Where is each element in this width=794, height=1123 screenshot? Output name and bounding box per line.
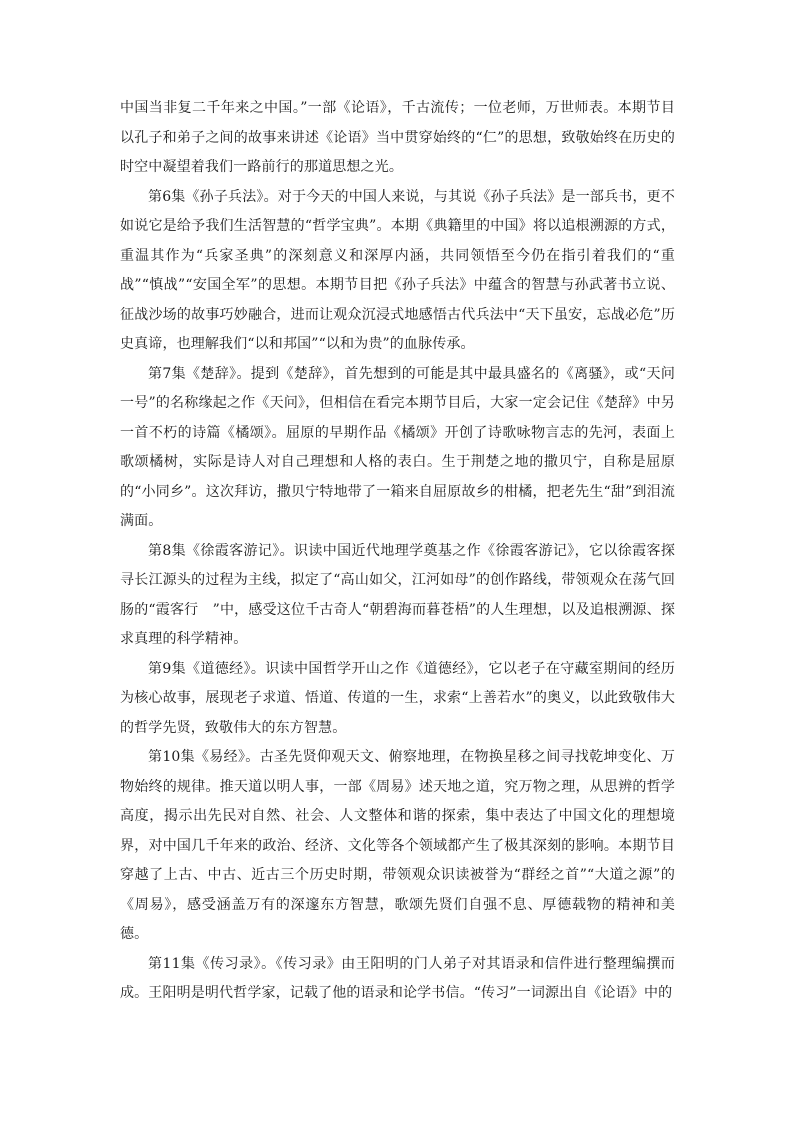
paragraph-lunyu-continued: 中国当非复二千年来之中国。”一部《论语》，千古流传；一位老师，万世师表。本期节目以孔子和弟子之间的故事来讲述《论语》当中贯穿始终的“仁”的思想，致敬始终在历史的时空中凝望着我们一路前行的那道思想之光。 xyxy=(120,100,675,175)
paragraph-episode-8-xuxiake: 第8集《徐霞客游记》。识读中国近代地理学奠基之作《徐霞客游记》，它以徐霞客探寻长江源头的过程为主线，拟定了“高山如父，江河如母”的创作路线，带领观众在荡气回肠的“霞客行 ”中，感受这位千古奇人“朝碧海而暮苍梧”的人生理想，以及追根溯源、探求真理的科学精神。 xyxy=(120,542,675,647)
paragraph-episode-9-daodejing: 第9集《道德经》。识读中国哲学开山之作《道德经》，它以老子在守藏室期间的经历为核心故事，展现老子求道、悟道、传道的一生，求索“上善若水”的奥义，以此致敬伟大的哲学先贤，致敬伟大的东方智慧。 xyxy=(120,660,675,736)
paragraph-episode-11-chuanxilu: 第11集《传习录》。《传习录》由王阳明的门人弟子对其语录和信件进行整理编撰而成。王阳明是明代哲学家，记载了他的语录和论学书信。“传习”一词源出自《论语》中的 xyxy=(120,955,675,1001)
paragraph-episode-10-yijing: 第10集《易经》。古圣先贤仰观天文、俯察地理，在物换星移之间寻找乾坤变化、万物始终的规律。推天道以明人事，一部《周易》述天地之道，究万物之理，从思辨的哲学高度，揭示出先民对自然、社会、人文整体和谐的探索，集中表达了中国文化的理想境界，对中国几千年来的政治、经济、文化等各个领域都产生了极其深刻的影响。本期节目穿越了上古、中古、近古三个历史时期，带领观众识读被誉为“群经之首”“大道之源”的《周易》，感受涵盖万有的深邃东方智慧，歌颂先贤们自强不息、厚德载物的精神和美德。 xyxy=(120,749,675,942)
body-text xyxy=(120,94,675,1009)
paragraph-episode-7-chuci: 第7集《楚辞》。提到《楚辞》，首先想到的可能是其中最具盛名的《离骚》，或“天问一号”的名称缘起之作《天问》，但相信在看完本期节目后，大家一定会记住《楚辞》中另一首不朽的诗篇《橘颂》。屈原的早期作品《橘颂》开创了诗歌咏物言志的先河，表面上歌颂橘树，实际是诗人对自己理想和人格的表白。生于荆楚之地的撒贝宁，自称是屈原的“小同乡”。这次拜访，撒贝宁特地带了一箱来自屈原故乡的柑橘，把老先生“甜”到泪流满面。 xyxy=(120,365,675,529)
paragraph-episode-6-sunzi: 第6集《孙子兵法》。对于今天的中国人来说，与其说《孙子兵法》是一部兵书，更不如说它是给予我们生活智慧的“哲学宝典”。本期《典籍里的中国》将以追根溯源的方式，重温其作为“兵家圣典”的深刻意义和深厚内涵，共同领悟至今仍在指引着我们的“重战”“慎战”“安国全军”的思想。本期节目把《孙子兵法》中蕴含的智慧与孙武著书立说、征战沙场的故事巧妙融合，进而让观众沉浸式地感悟古代兵法中“天下虽安，忘战必危”历史真谛，也理解我们“以和邦国”“以和为贵”的血脉传承。 xyxy=(120,188,675,352)
